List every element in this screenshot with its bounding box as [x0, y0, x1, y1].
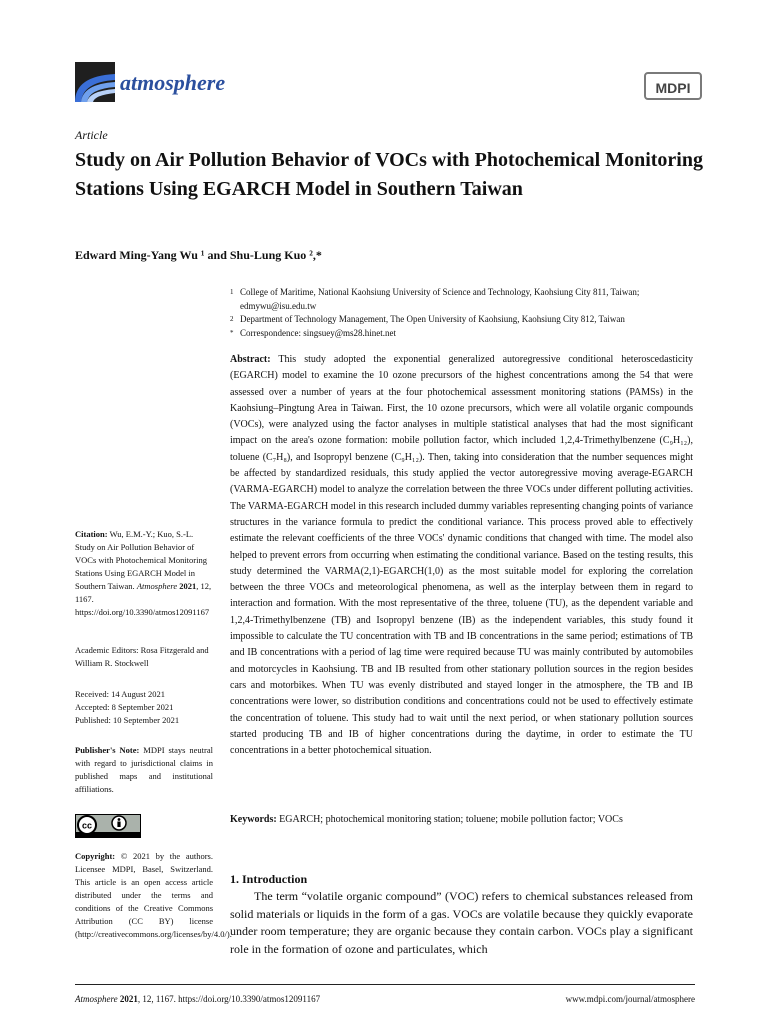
footer-year: 2021 — [119, 994, 138, 1004]
publishers-note-text: MDPI stays neutral with regard to jurisdictional claims in published maps and institutional affiliations. — [75, 745, 213, 794]
footer-journal: Atmosphere — [75, 994, 118, 1004]
footer-doi[interactable]: , 12, 1167. https://doi.org/10.3390/atmos12091167 — [137, 994, 321, 1004]
abstract — [230, 352, 693, 759]
publishers-note-label: Publisher's Note: — [75, 745, 140, 755]
keywords-label: Keywords: — [230, 814, 277, 825]
keywords-text: EGARCH; photochemical monitoring station; toluene; mobile pollution factor; VOCs — [279, 814, 623, 825]
received-date: Received: 14 August 2021 — [75, 689, 165, 699]
correspondence-text: Correspondence: singsuey@ms28.hinet.net — [240, 327, 397, 338]
affiliation-text: Department of Technology Management, The Open University of Kaohsiung, Kaohsiung City 812, Taiwan — [240, 314, 625, 324]
citation-label: Citation: — [75, 529, 108, 539]
affiliation-1 — [230, 286, 710, 313]
citation-year: 2021 — [179, 581, 197, 591]
publication-dates — [75, 688, 213, 727]
citation-journal: Atmosphere — [136, 581, 178, 591]
copyright-label: Copyright: — [75, 851, 116, 861]
keywords — [230, 812, 693, 828]
citation-text: Wu, E.M.-Y.; Kuo, S.-L. Study on Air Pollution Behavior of VOCs with Photochemical Monitoring Stations Using EGARCH Model in Southern Taiwan. — [75, 529, 207, 591]
copyright — [75, 850, 232, 941]
affiliation-text: College of Maritime, National Kaohsiung University of Science and Technology, Kaohsiung City 811, Taiwan; edmywu@isu.edu.tw — [240, 287, 640, 311]
abstract-label: Abstract: — [230, 354, 271, 365]
publisher-logo: MDPI — [644, 72, 702, 100]
author-list: Edward Ming-Yang Wu ¹ and Shu-Lung Kuo ²,* — [75, 248, 322, 262]
footer-citation — [75, 994, 320, 1004]
paper-title: Study on Air Pollution Behavior of VOCs with Photochemical Monitoring Stations Using EGARCH Model in Southern Taiwan — [75, 149, 703, 200]
accepted-date: Accepted: 8 September 2021 — [75, 702, 174, 712]
academic-editors: Academic Editors: Rosa Fitzgerald and William R. Stockwell — [75, 645, 209, 668]
affiliation-mark: 1 — [230, 288, 234, 296]
publishers-note — [75, 744, 213, 796]
affiliation-2 — [230, 313, 710, 327]
svg-text:cc: cc — [81, 820, 93, 831]
citation — [75, 528, 213, 619]
copyright-text: © 2021 by the authors. Licensee MDPI, Basel, Switzerland. This article is an open access article distributed under the terms and conditions of the Creative Commons Attribution (CC BY) license (http://creativecommons.org/licenses/by/4.0/). — [75, 851, 232, 939]
citation-doi[interactable]: , 12, 1167. https://doi.org/10.3390/atmos12091167 — [75, 581, 212, 617]
affiliation-mark: * — [230, 328, 234, 337]
footer-journal-url[interactable]: www.mdpi.com/journal/atmosphere — [565, 994, 695, 1004]
journal-name: atmosphere — [120, 70, 226, 95]
abstract-text: This study adopted the exponential generalized autoregressive conditional heteroscedasticity (EGARCH) model to examine the 10 ozone precursors of the highest concentrations among the 54 that were assessed over a number of years at the four photochemical assessment monitoring stations (PAMSs) in the Kaohsiung–Pingtung Area in Taiwan. First, the 10 ozone precursors, which were all volatile organic compounds (VOCs), were analyzed using the factor analyses in multiple statistical analyses that had the most significant impact on the area's ozone formation: mobile pollution factor, which included 1,2,4-Trimethylbenzene (C₉H₁₂), toluene (C₇H₈), and Isopropyl benzene (C₉H₁₂). Then, taking into consideration that the number sequences might be affected by standardized residuals, this study applied the vector autoregressive moving average-EGARCH (VARMA-EGARCH) model to analyze the correlation between the three VOCs under different polluting activities. The VARMA-EGARCH model in this research included dummy variables representing changing points of variance structures in the variance formula to predict the conditional variance. This process proved able to effectively estimate the relevant coefficients of the three VOCs' dynamic conditions that changed with time. The model also helped to prevent errors from occurring when estimating the conditional variance. Based on the testing results, this study determined the VARMA(2,1)-EGARCH(1,0) as the most suitable model for exploring the correlation between the three VOCs and meteorological phenomena, as well as the interplay between them in regard to interaction and formation. With the most representative of the three, toluene (TU), as the dependent variable and 1,2,4-Trimethylbenzene (TB) and Isopropyl benzene (IB) as the independent variables, this study found it impossible to calculate the TU concentration with TB and IB concentrations in the same period; estimations of TB and IB concentrations with a period of lag time were required because TU was mainly contributed by automobiles and motorcycles in Kaohsiung. TB and IB resulted from other stationary pollution sources in the region besides cars and motorbikes. When TU was evenly distributed and stayed longer in the atmosphere, the TB and IB concentrations were lower, so distribution conditions and concentrations could not be used to effectively estimate the concentration of toluene. This study had to wait until the next period, or when stationary pollution sources started producing TB and IB of higher concentrations during the daytime, in order to estimate the TU concentrations in a better photochemical situation. — [230, 354, 693, 757]
cc-by-license-icon[interactable] — [75, 814, 141, 838]
published-date: Published: 10 September 2021 — [75, 715, 180, 725]
article-type: Article — [75, 128, 108, 142]
introduction-paragraph: The term “volatile organic compound” (VOC) refers to chemical substances released from solid materials or liquids in the form of a gas. VOCs are volatile because they quickly evaporate under room temperature; they are organic because they contain carbon. VOCs play a significant role in the formation of ozone and particulates, which — [230, 889, 693, 956]
footer-divider — [75, 984, 695, 985]
journal-logo-icon — [75, 62, 115, 102]
section-heading-introduction: 1. Introduction — [230, 872, 308, 886]
affiliation-mark: 2 — [230, 315, 234, 323]
affiliations — [230, 286, 710, 340]
correspondence — [230, 327, 710, 341]
